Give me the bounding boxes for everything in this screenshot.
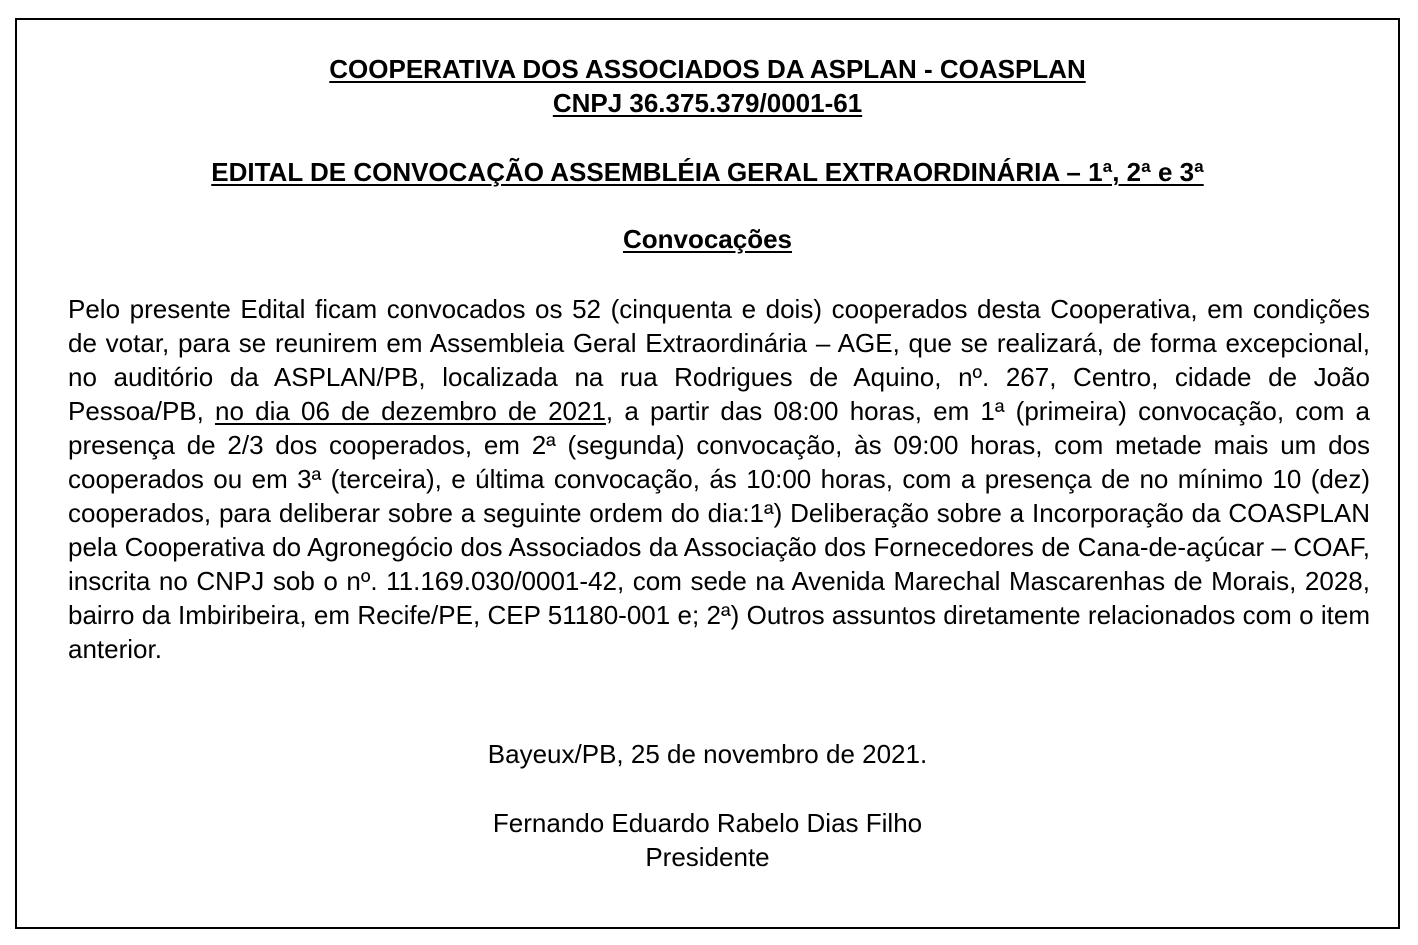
- notice-body: [68, 292, 1370, 666]
- organization-name: COOPERATIVA DOS ASSOCIADOS DA ASPLAN - COASPLAN: [329, 54, 1086, 84]
- section-title: Convocações: [622, 224, 793, 254]
- place-and-date: Bayeux/PB, 25 de novembro de 2021.: [487, 739, 928, 769]
- notice-title: EDITAL DE CONVOCAÇÃO ASSEMBLÉIA GERAL EXTRAORDINÁRIA – 1ª, 2ª e 3ª: [211, 157, 1204, 187]
- signer-name: Fernando Eduardo Rabelo Dias Filho: [492, 808, 923, 838]
- body-text-part-1: Pelo presente Edital ficam convocados os 52 (cinquenta e dois) cooperados desta Cooperativa, em condições de votar, para se reunirem em Assembleia Geral Extraordinária – AGE, que se realizará, de forma excepcional, no auditório da ASPLAN/PB, localizada na rua Rodrigues de Aquino, nº. 267, Centro, cidade de João Pessoa/PB,: [68, 294, 1370, 426]
- signer-role: Presidente: [645, 842, 770, 872]
- body-text-part-2: , a partir das 08:00 horas, em 1ª (primeira) convocação, com a presença de 2/3 dos cooperados, em 2ª (segunda) convocação, às 09:00 horas, com metade mais um dos cooperados ou em 3ª (terceira), e última convocação, ás 10:00 horas, com a presença de no mínimo 10 (dez) cooperados, para deliberar sobre a seguinte ordem do dia:1ª) Deliberação sobre a Incorporação da COASPLAN pela Cooperativa do Agronegócio dos Associados da Associação dos Fornecedores de Cana-de-açúcar – COAF, inscrita no CNPJ sob o nº. 11.169.030/0001-42, com sede na Avenida Marechal Mascarenhas de Morais, 2028, bairro da Imbiribeira, em Recife/PE, CEP 51180-001 e; 2ª) Outros assuntos diretamente relacionados com o item anterior.: [68, 396, 1370, 664]
- meeting-date: no dia 06 de dezembro de 2021: [215, 396, 606, 426]
- organization-cnpj: CNPJ 36.375.379/0001-61: [552, 88, 863, 118]
- notice-frame: [15, 18, 1400, 929]
